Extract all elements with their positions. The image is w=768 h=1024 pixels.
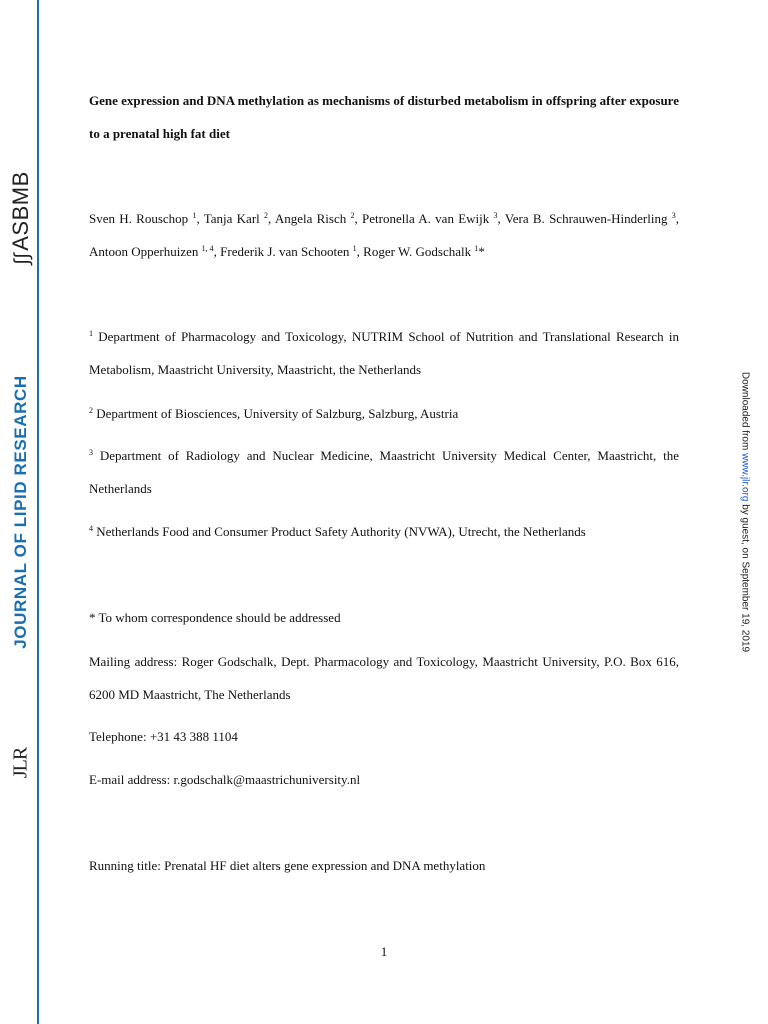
journal-name: JOURNAL OF LIPID RESEARCH [11, 375, 30, 649]
author: Antoon Opperhuizen $^{1, 4}$, [89, 244, 221, 259]
affiliation-2 [89, 397, 679, 430]
journal-website-link[interactable]: www.jlr.org [739, 453, 751, 502]
author-affiliation-number: 1 [474, 244, 479, 253]
asbmb-logo-text: ASBMB [8, 171, 33, 251]
author: Vera B. Schrauwen-Hinderling $^3$, [504, 211, 679, 226]
mailing-address: Mailing address: Roger Godschalk, Dept. Pharmacology and Toxicology, Maastricht University, P.O. Box 616, 6200 MD Maastricht, The Netherlands [89, 654, 679, 702]
email-address: E-mail address: r.godschalk@maastrichuniversity.nl [89, 772, 361, 787]
author-affiliation-number: 1 [352, 244, 357, 253]
affiliation-text: Department of Pharmacology and Toxicology, NUTRIM School of Nutrition and Translational Research in Metabolism, Maastricht University, Maastricht, the Netherlands [89, 329, 679, 377]
affiliation-text: Netherlands Food and Consumer Product Safety Authority (NVWA), Utrecht, the Netherlands [93, 524, 586, 539]
author-name: Roger W. Godschalk [363, 244, 475, 259]
affiliation-4 [89, 515, 679, 548]
affiliation-number: 4 [89, 524, 93, 533]
download-note [740, 372, 751, 652]
author-name: Antoon Opperhuizen [89, 244, 202, 259]
author: Angela Risch $^2$, [274, 211, 363, 226]
affiliation-1 [89, 320, 679, 386]
author: Frederik J. van Schooten $^1$, [220, 244, 364, 259]
author-name: Petronella A. van Ewijk [362, 211, 494, 226]
author-affiliation-number: 1, 4 [201, 244, 214, 253]
running-title: Running title: Prenatal HF diet alters gene expression and DNA methylation [89, 858, 486, 873]
author-list [89, 202, 679, 268]
author-name: Angela Risch [274, 211, 351, 226]
download-note-suffix: by guest, on September 19, 2019 [739, 501, 751, 653]
author-name: Sven H. Rouschop [89, 211, 193, 226]
jlr-logo-icon: JLR [9, 747, 32, 779]
author-name: Frederik J. van Schooten [220, 244, 353, 259]
affiliation-3 [89, 439, 679, 505]
author-affiliation-number: 2 [350, 211, 355, 220]
affiliation-number: 1 [89, 329, 93, 338]
telephone: Telephone: +31 43 388 1104 [89, 729, 238, 744]
author-affiliation-number: 3 [671, 211, 676, 220]
author: Roger W. Godschalk $^1$* [363, 244, 485, 259]
affiliation-text: Department of Biosciences, University of Salzburg, Salzburg, Austria [93, 406, 459, 421]
correspondence-note: * To whom correspondence should be addressed [89, 610, 341, 625]
paper-title: Gene expression and DNA methylation as mechanisms of disturbed metabolism in offspring after exposure to a prenatal high fat diet [89, 93, 679, 141]
author: Sven H. Rouschop $^1$, [89, 211, 204, 226]
affiliation-number: 2 [89, 406, 93, 415]
page-number: 1 [380, 944, 388, 959]
author: Petronella A. van Ewijk $^3$, [362, 211, 505, 226]
affiliation-number: 3 [89, 448, 93, 457]
author-affiliation-number: 2 [264, 211, 269, 220]
author-affiliation-number: 1 [192, 211, 197, 220]
author-affiliation-number: 3 [493, 211, 498, 220]
sidebar-divider-line [37, 0, 39, 1024]
author-name: Vera B. Schrauwen-Hinderling [504, 211, 672, 226]
download-note-prefix: Downloaded from [739, 371, 751, 454]
author: Tanja Karl $^2$, [203, 211, 275, 226]
asbmb-logo [8, 171, 34, 265]
author-name: Tanja Karl [203, 211, 265, 226]
affiliation-text: Department of Radiology and Nuclear Medicine, Maastricht University Medical Center, Maastricht, the Netherlands [89, 448, 679, 496]
asbmb-swirl-icon: ∫∫ [11, 252, 33, 265]
